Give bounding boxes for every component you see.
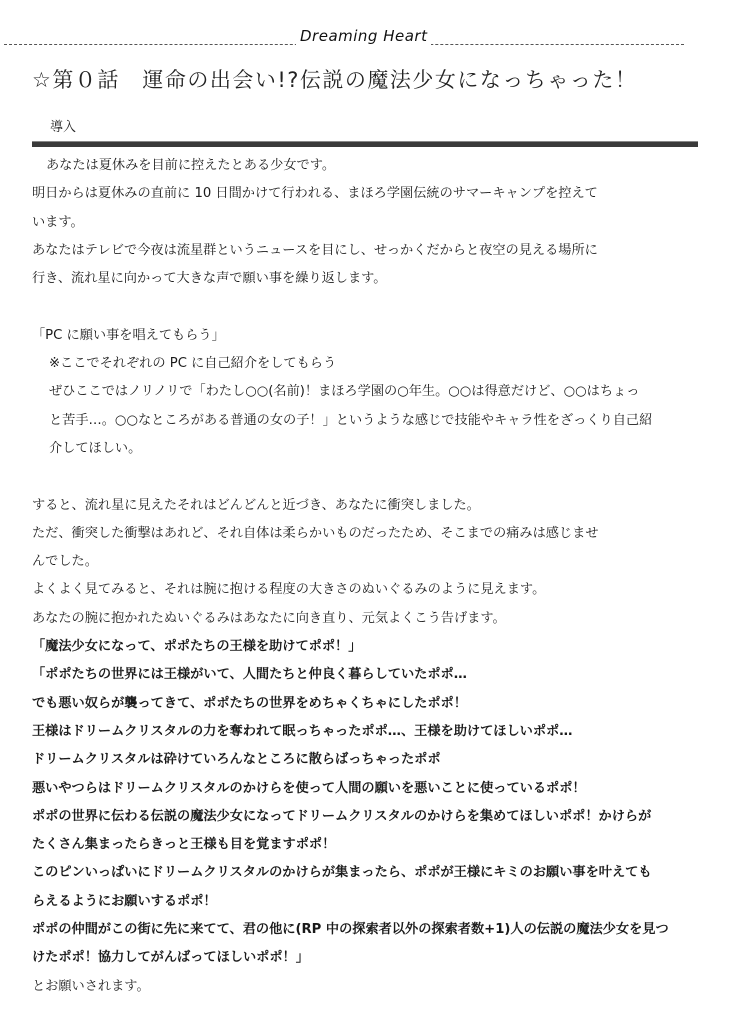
paragraph-line: あなたは夏休みを目前に控えたとある少女です。 [46,158,336,173]
dialogue-line: 悪いやつらはドリームクリスタルのかけらを使って人間の願いを悪いことに使っているポポ！ [32,780,586,796]
paragraph-line: あなたの腕に抱かれたぬいぐるみはあなたに向き直り、元気よくこう告げます。 [32,610,506,626]
blank-line [32,463,698,491]
instruction-heading: 「PC に願い事を唱えてもらう」 [32,327,225,343]
paragraph-line: ただ、衝突した衝撃はあれど、それ自体は柔らかいものだったため、そこまでの痛みは感じませ [32,525,599,541]
dialogue-line: 「ポポたちの世界には王様がいて、人間たちと仲良く暮らしていたポポ… [32,667,467,683]
dialogue-line: ポポの仲間がこの街に先に来てて、君の他に(RP 中の探索者以外の探索者数+1)人の伝説の魔法少女を見つ [32,922,669,938]
section-label: 導入 [50,120,77,135]
paragraph-line: すると、流れ星に見えたそれはどんどんと近づき、あなたに衝突しました。 [32,497,480,513]
dialogue-line: たくさん集まったらきっと王様も目を覚ますポポ！ [32,837,336,853]
dialogue-line: ポポの世界に伝わる伝説の魔法少女になってドリームクリスタルのかけらを集めてほしいポポ！かけらが [32,808,652,824]
header-title: Dreaming Heart [296,27,431,45]
dialogue-line: ドリームクリスタルは砕けていろんなところに散らばっちゃったポポ [32,752,441,768]
paragraph-line: います。 [32,214,84,230]
page-header [0,0,736,52]
chapter-title: ☆第０話 運命の出会い!?伝説の魔法少女になっちゃった！ [32,68,638,92]
dialogue-line: 王様はドリームクリスタルの力を奪われて眠っちゃったポポ…、王様を助けてほしいポポ… [32,723,573,739]
paragraph-line: 行き、流れ星に向かって大きな声で願い事を繰り返します。 [32,271,387,287]
paragraph-line: とお願いされます。 [32,978,150,994]
dialogue-line: らえるようにお願いするポポ！ [32,893,217,909]
blank-line [32,293,698,321]
dialogue-line: けたポポ！協力してがんばってほしいポポ！」 [32,950,309,966]
section-divider [32,141,698,147]
body-text [32,152,698,1001]
paragraph-line: んでした。 [32,554,98,570]
instruction-line: 介してほしい。 [49,440,142,456]
paragraph-line: よくよく見てみると、それは腕に抱ける程度の大きさのぬいぐるみのように見えます。 [32,582,546,598]
paragraph-line: 明日からは夏休みの直前に 10 日間かけて行われる、まほろ学園伝統のサマーキャンプを控えて [32,186,598,202]
dialogue-line: このピンいっぱいにドリームクリスタルのかけらが集まったら、ポポが王様にキミのお願い事を叶えても [32,865,652,881]
paragraph-line: あなたはテレビで今夜は流星群というニュースを目にし、せっかくだからと夜空の見える場所に [32,242,598,258]
instruction-line: と苦手…。○○なところがある普通の女の子！」というような感じで技能やキャラ性をざっくり自己紹 [49,412,653,428]
instruction-line: ぜひここではノリノリで「わたし○○(名前)！まほろ学園の○年生。○○は得意だけど、○○はちょっ [49,384,640,400]
dialogue-line: 「魔法少女になって、ポポたちの王様を助けてポポ！」 [32,639,362,655]
instruction-line: ※ここでそれぞれの PC に自己紹介をしてもらう [49,356,337,372]
dialogue-line: でも悪い奴らが襲ってきて、ポポたちの世界をめちゃくちゃにしたポポ！ [32,695,467,711]
